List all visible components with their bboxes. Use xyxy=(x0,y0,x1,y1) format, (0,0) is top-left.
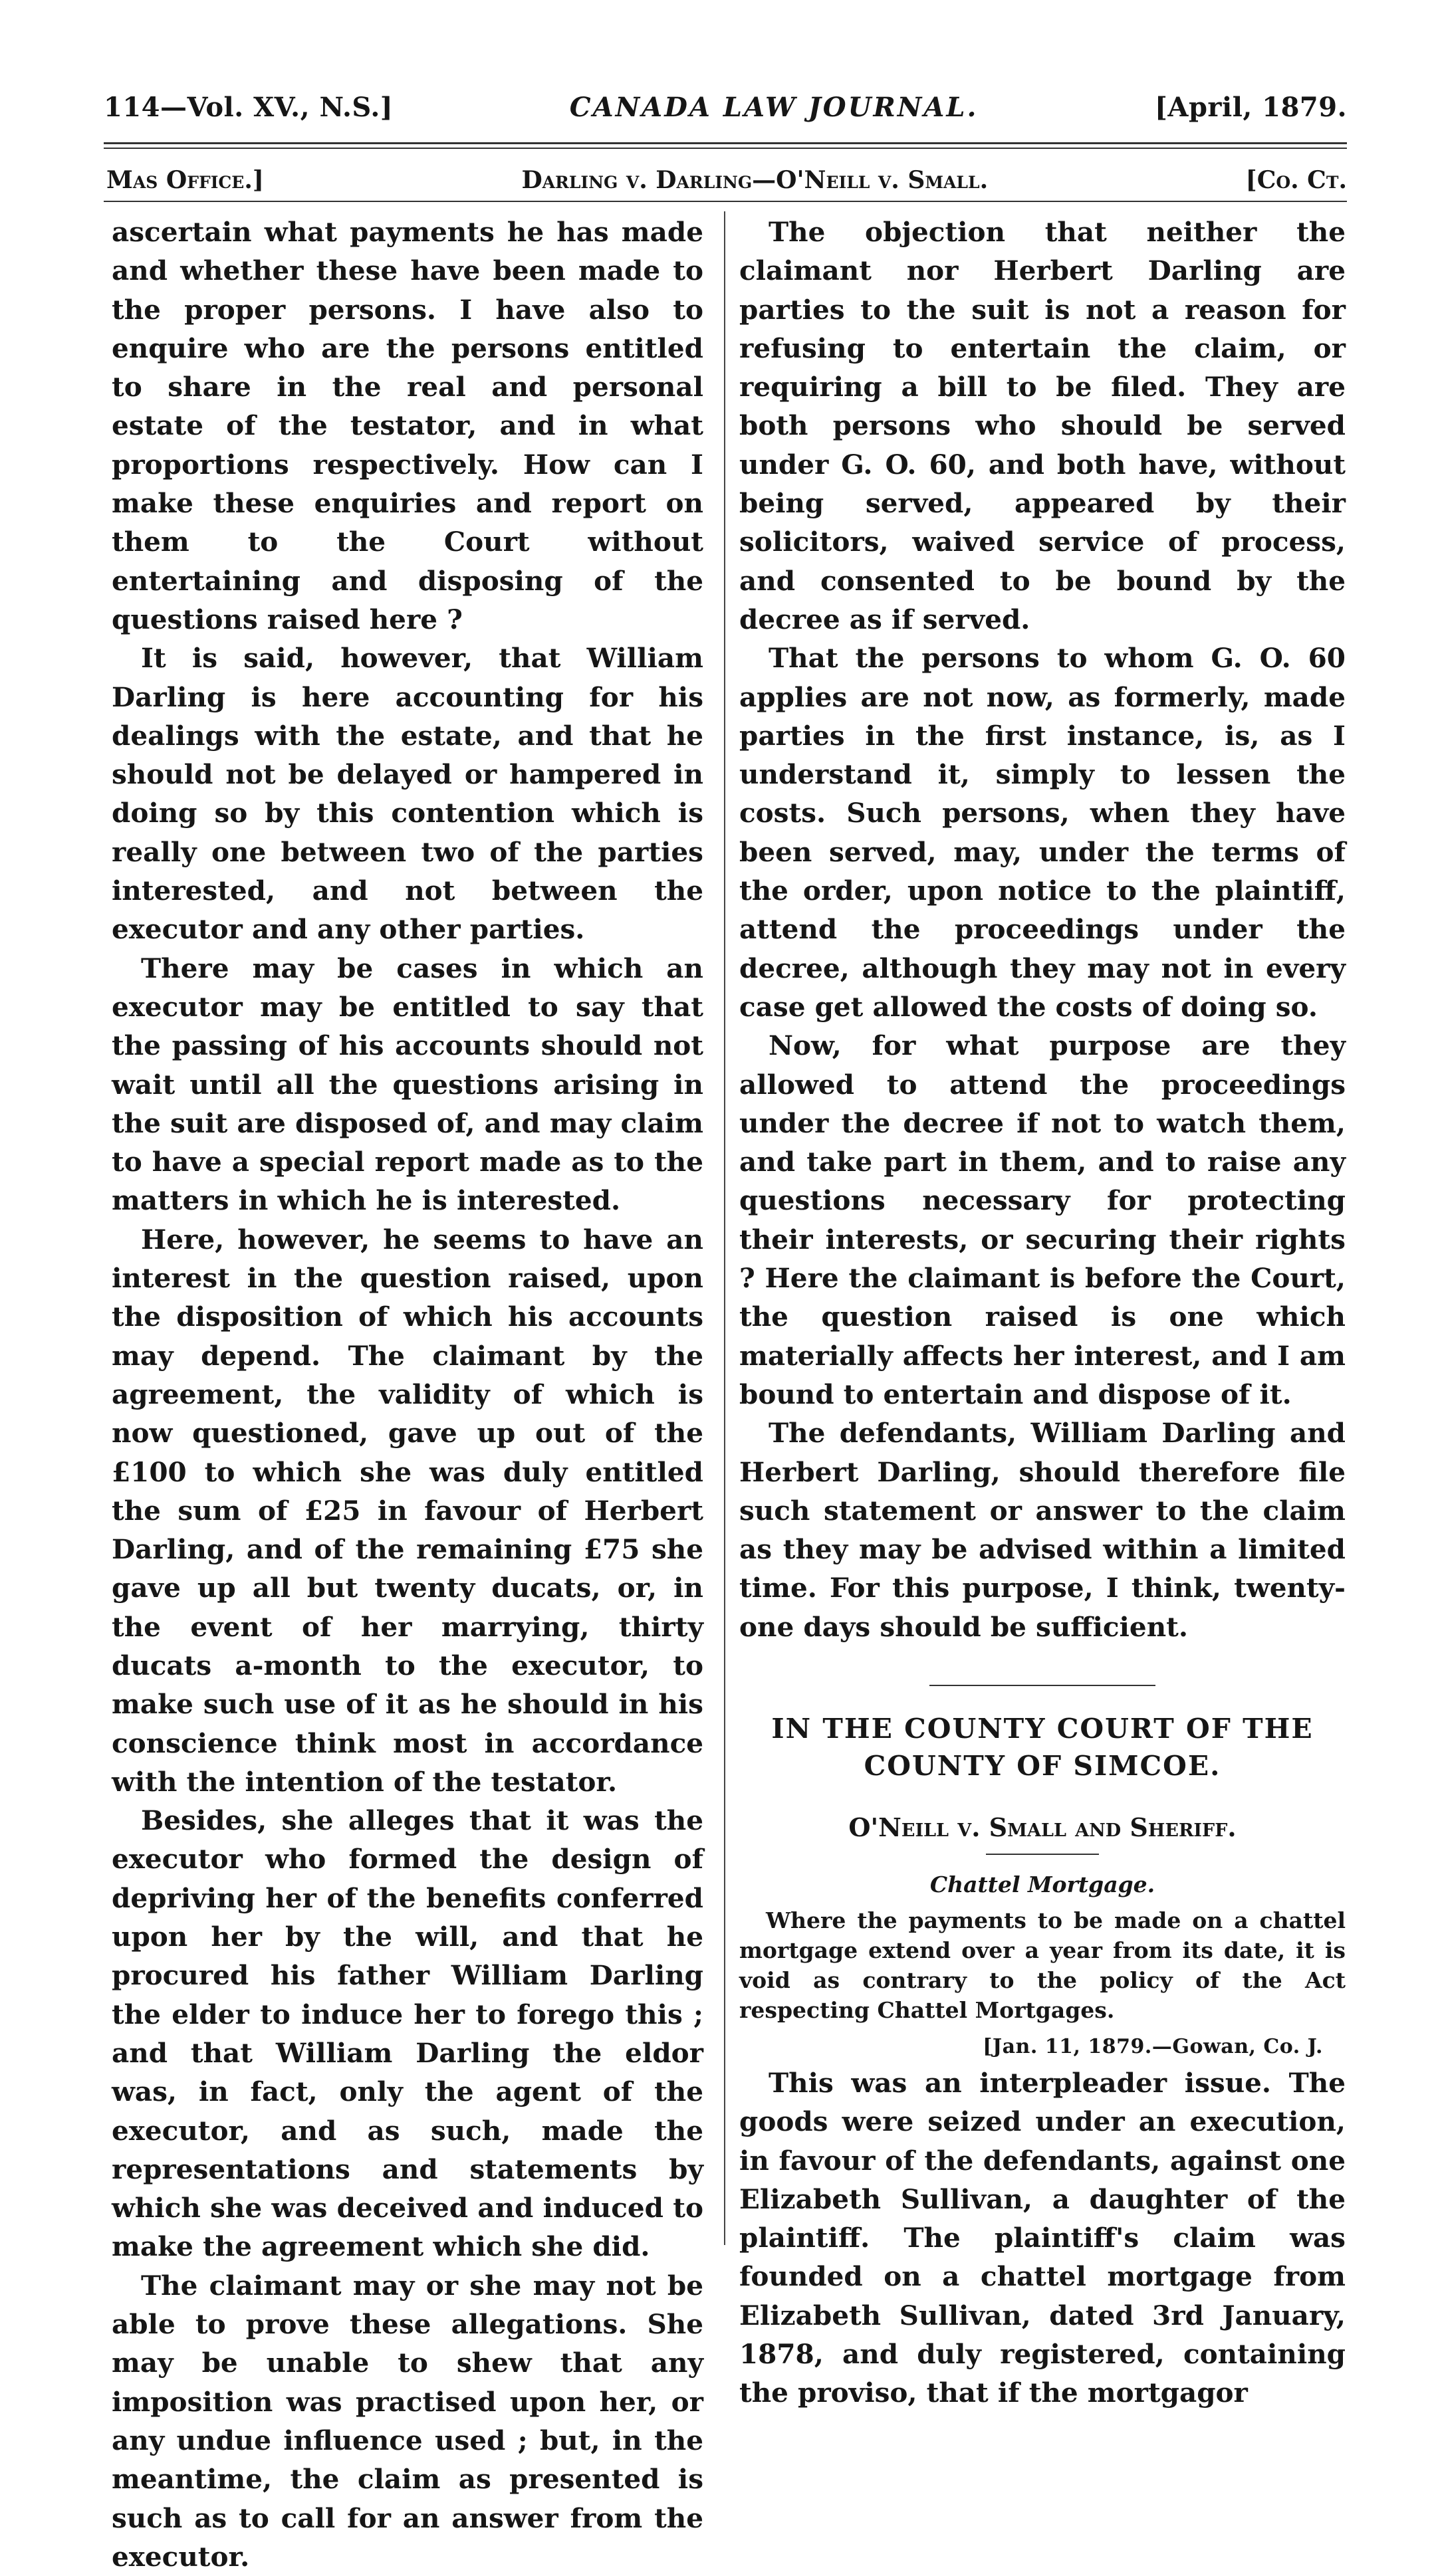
header-volume: 114—Vol. XV., N.S.] xyxy=(104,92,394,123)
header-rule-bottom xyxy=(104,148,1347,149)
subheader-rule xyxy=(104,201,1347,202)
case-title-rule xyxy=(986,1854,1099,1855)
paragraph: Now, for what purpose are they allowed to attend the proceedings under the decree if not to watch them, and take part in them, and to raise any questions necessary for protecting their interests, or securing their rights ? Here the claimant is before the Court, the question raised is one which materially affects her interest, and I am bound to entertain and dispose of it. xyxy=(739,1029,1346,1410)
left-column xyxy=(112,213,703,2576)
paragraph: The defendants, William Darling and Herbert Darling, should therefore file such statement or answer to the claim as they may be advised within a limited time. For this purpose, I think, twenty-one days should be sufficient. xyxy=(739,1417,1346,1643)
case-subheader xyxy=(106,166,1347,194)
header-date: [April, 1879. xyxy=(1155,92,1347,123)
paragraph: That the persons to whom G. O. 60 applies are not now, as formerly, made parties in the first instance, is, as I understand it, simply to lessen the costs. Such persons, when they have been served, may, under the terms of the order, upon notice to the plaintiff, attend the proceedings under the decree, although they may not in every case get allowed the costs of doing so. xyxy=(739,642,1346,1023)
paragraph: This was an interpleader issue. The goods were seized under an execution, in favour of the defendants, against one Elizabeth Sullivan, a daughter of the plaintiff. The plaintiff's claim was founded on a chattel mortgage from Elizabeth Sullivan, dated 3rd January, 1878, and duly registered, containing the proviso, that if the mortgagor xyxy=(739,2066,1346,2409)
case-title: O'Neill v. Small and Sheriff. xyxy=(848,1812,1237,1842)
right-column xyxy=(739,213,1346,2413)
subject-heading: Chattel Mortgage. xyxy=(929,1871,1155,1897)
paragraph: The objection that neither the claimant nor Herbert Darling are parties to the suit is not a reason for refusing to entertain the claim, or requiring a bill to be filed. They are both persons who should be served under G. O. 60, and both have, without being served, appeared by their solicitors, waived service of process, and consented to be bound by the decree as if served. xyxy=(739,216,1346,635)
paragraph: It is said, however, that William Darling is here accounting for his dealings with the estate, and that he should not be delayed or hampered in doing so by this contention which is really one between two of the parties interested, and not between the executor and any other parties. xyxy=(112,642,703,946)
paragraph: Besides, she alleges that it was the executor who formed the design of depriving her of the benefits conferred upon her by the will, and that he procured his father William Darling the elder to induce her to forego this ; and that William Darling the eldor was, in fact, only the agent of the executor, and as such, made the representations and statements by which she was deceived and induced to make the agreement which she did. xyxy=(112,1804,703,2263)
headnote: Where the payments to be made on a chattel mortgage extend over a year from its date, it is void as contrary to the policy of the Act respecting Chattel Mortgages. xyxy=(739,1907,1346,2023)
section-rule xyxy=(929,1685,1155,1686)
journal-title: CANADA LAW JOURNAL. xyxy=(569,92,979,123)
subheader-cases: Darling v. Darling—O'Neill v. Small. xyxy=(521,166,989,194)
paragraph: Here, however, he seems to have an interest in the question raised, upon the disposition of which his accounts may depend. The claimant by the agreement, the validity of which is now questioned, gave up out of the £100 to which she was duly entitled the sum of £25 in favour of Herbert Darling, and of the remaining £75 she gave up all but twenty ducats, or, in the event of her marrying, thirty ducats a-month to the executor, to make such use of it as he should in his conscience think most in accordance with the intention of the testator. xyxy=(112,1223,703,1798)
judgment-date-line: [Jan. 11, 1879.—Gowan, Co. J. xyxy=(983,2034,1323,2058)
paragraph: ascertain what payments he has made and whether these have been made to the proper persons. I have also to enquire who are the persons entitled to share in the real and personal estate of the testator, and in what proportions respectively. How can I make these enquiries and report on them to the Court without entertaining and disposing of the questions raised here ? xyxy=(112,216,703,635)
paragraph: There may be cases in which an executor may be entitled to say that the passing of his accounts should not wait until all the questions arising in the suit are disposed of, and may claim to have a special report made as to the matters in which he is interested. xyxy=(112,952,703,1217)
court-heading: IN THE COUNTY COURT OF THE COUNTY OF SIMCOE. xyxy=(771,1712,1314,1782)
header-rule-top xyxy=(104,142,1347,144)
column-divider xyxy=(724,211,725,2245)
running-header xyxy=(104,92,1347,123)
subheader-court: Mas Office.] xyxy=(106,166,264,194)
subheader-court-right: [Co. Ct. xyxy=(1245,166,1347,194)
paragraph: The claimant may or she may not be able to prove these allegations. She may be unable to shew that any imposition was practised upon her, or any undue influence used ; but, in the meantime, the claim as presented is such as to call for an answer from the executor. xyxy=(112,2269,703,2573)
